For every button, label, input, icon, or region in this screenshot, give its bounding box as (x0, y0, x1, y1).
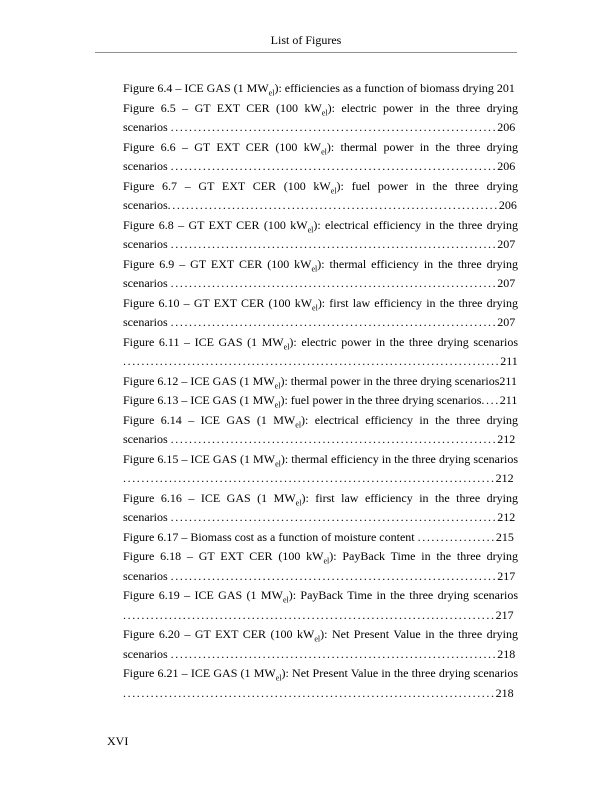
lof-entry[interactable] (123, 372, 518, 392)
entry-text: Figure 6.4 – ICE GAS (1 $MW_{el}$): efficiencies as a function of biomass drying (123, 81, 497, 98)
page-header (95, 33, 517, 53)
entry-page-number: 218 (497, 646, 516, 661)
entry-page-number: 217 (497, 568, 516, 583)
entry-text: Figure 6.15 – ICE GAS (1 $MW_{el}$): thermal efficiency in the three drying scenarios (123, 451, 518, 468)
leader-dots: ....................................................................... (170, 315, 498, 329)
lof-entry[interactable] (123, 547, 518, 586)
entry-page-number: 211 (499, 373, 517, 388)
leader-dots: ................................................................................. (123, 471, 496, 485)
entry-text: Figure 6.20 – GT EXT CER (100 $kW_{el}$): Net Present Value in the three drying scenarios (123, 627, 518, 661)
leader-dots: .................................................................................. (123, 354, 501, 368)
leader-dots: ................................................................................. (123, 607, 496, 622)
subscript-el: el (282, 595, 289, 605)
entry-page-number: 201 (496, 81, 515, 95)
lof-entry[interactable] (123, 177, 518, 216)
lof-entry[interactable] (123, 255, 518, 294)
subscript-el: el (295, 497, 302, 507)
entry-text: Figure 6.8 – GT EXT CER (100 $kW_{el}$): electrical efficiency in the three drying scenarios (123, 217, 518, 251)
subscript-el: el (274, 400, 281, 410)
leader-dots: ....................................................................... (170, 510, 498, 524)
subscript-el: el (312, 302, 318, 312)
entry-text: Figure 6.21 – ICE GAS (1 $MW_{el}$): Net Present Value in the three drying scenarios (123, 666, 518, 683)
entry-page-number: 212 (497, 432, 516, 446)
entry-text: Figure 6.18 – GT EXT CER (100 $kW_{el}$): PayBack Time in the three drying scenarios (123, 549, 518, 583)
entry-text: Figure 6.7 – GT EXT CER (100 $kW_{el}$): fuel power in the three drying scenarios (123, 178, 519, 212)
subscript-el: el (311, 263, 318, 273)
lof-entry[interactable] (123, 138, 518, 177)
leader-dots: ................................................................................. (123, 685, 496, 700)
entry-page-number: 217 (495, 607, 514, 622)
subscript-el: el (268, 88, 275, 98)
entry-text: Figure 6.10 – GT EXT CER (100 $kW_{el}$): first law efficiency in the three drying scenarios (123, 295, 518, 329)
lof-entry[interactable] (123, 664, 518, 703)
leader-dots: ................. (417, 529, 496, 544)
entry-page-number: 215 (495, 529, 514, 544)
subscript-el: el (321, 107, 328, 117)
entry-page-number: 207 (497, 237, 516, 251)
entry-page-number: 206 (497, 120, 516, 134)
subscript-el: el (295, 419, 302, 429)
leader-dots: ....................................................................... (170, 120, 498, 134)
lof-entry[interactable] (123, 450, 518, 489)
entry-page-number: 211 (499, 393, 518, 407)
page-title: List of Figures (270, 33, 342, 47)
entry-text: Figure 6.19 – ICE GAS (1 $MW_{el}$): PayBack Time in the three drying scenarios (123, 588, 518, 605)
subscript-el: el (323, 556, 330, 566)
entry-page-number: 207 (497, 276, 516, 290)
entry-text: Figure 6.6 – GT EXT CER (100 $kW_{el}$): thermal power in the three drying scenarios (123, 139, 518, 173)
leader-dots: ....................................................................... (170, 646, 498, 661)
lof-entry[interactable] (123, 99, 518, 138)
entry-text: Figure 6.17 – Biomass cost as a function of moisture content (123, 529, 418, 544)
lof-entry[interactable] (123, 411, 518, 450)
entry-page-number: 206 (498, 198, 517, 212)
subscript-el: el (275, 458, 281, 468)
leader-dots: ....................................................................... (170, 159, 498, 173)
entry-text: Figure 6.16 – ICE GAS (1 $MW_{el}$): first law efficiency in the three drying scenarios (123, 490, 518, 524)
entry-text: Figure 6.11 – ICE GAS (1 $MW_{el}$): electric power in the three drying scenarios (123, 334, 518, 351)
lof-entry[interactable] (123, 79, 518, 99)
lof-entry[interactable] (123, 489, 518, 528)
entry-text: Figure 6.9 – GT EXT CER (100 $kW_{el}$): thermal efficiency in the three drying scenarios (123, 256, 518, 290)
entry-text: Figure 6.12 – ICE GAS (1 $MW_{el}$): thermal power in the three drying scenarios (123, 373, 500, 390)
entry-text: Figure 6.5 – GT EXT CER (100 $kW_{el}$): electric power in the three drying scenarios (123, 100, 518, 134)
subscript-el: el (283, 341, 290, 351)
leader-dots: ....................................................................... (170, 432, 498, 446)
lof-entry[interactable] (123, 333, 518, 372)
subscript-el: el (307, 224, 314, 234)
entry-page-number: 212 (497, 510, 516, 524)
page-number: XVI (107, 734, 129, 748)
lof-entry[interactable] (123, 294, 518, 333)
subscript-el: el (330, 185, 337, 195)
leader-dots: ........................................................................ (167, 198, 499, 212)
lof-entry[interactable] (123, 528, 518, 548)
leader-dots: .... (481, 393, 500, 407)
leader-dots: ....................................................................... (170, 568, 498, 583)
entry-page-number: 212 (495, 471, 514, 485)
subscript-el: el (314, 634, 321, 644)
entry-text: Figure 6.14 – ICE GAS (1 $MW_{el}$): electrical efficiency in the three drying scenarios (123, 412, 518, 446)
entry-page-number: 218 (495, 685, 514, 700)
lof-entry[interactable] (123, 586, 518, 625)
entry-page-number: 206 (497, 159, 516, 173)
list-of-figures (123, 79, 518, 703)
lof-entry[interactable] (123, 625, 518, 664)
subscript-el: el (321, 146, 327, 156)
page-footer (107, 734, 128, 748)
subscript-el: el (275, 673, 282, 683)
leader-dots: ....................................................................... (170, 276, 498, 290)
entry-page-number: 211 (500, 354, 518, 368)
subscript-el: el (274, 380, 281, 390)
leader-dots: ....................................................................... (170, 237, 498, 251)
lof-entry[interactable] (123, 391, 518, 411)
entry-text: Figure 6.13 – ICE GAS (1 $MW_{el}$): fuel power in the three drying scenarios (123, 393, 482, 410)
entry-page-number: 207 (497, 315, 516, 329)
lof-entry[interactable] (123, 216, 518, 255)
